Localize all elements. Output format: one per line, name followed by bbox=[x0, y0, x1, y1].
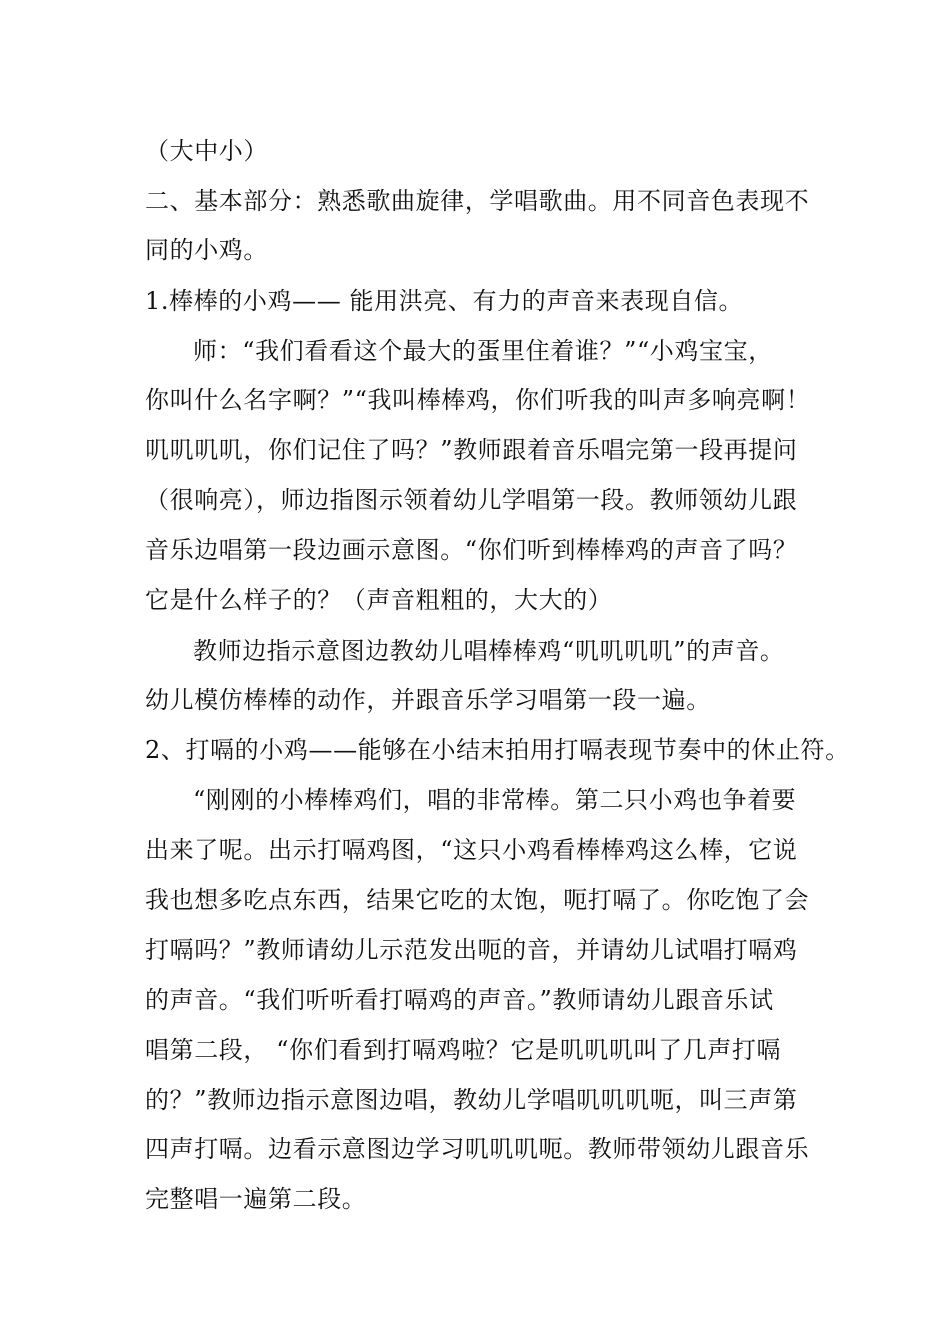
text-line: （大中小） bbox=[145, 137, 268, 165]
text-line: 唱第二段， “你们看到打嗝鸡啦？它是叽叽叽叫了几声打嗝 bbox=[145, 1036, 782, 1064]
text-line: 幼儿模仿棒棒的动作，并跟音乐学习唱第一段一遍。 bbox=[145, 686, 711, 714]
text-line: 二、基本部分：熟悉歌曲旋律，学唱歌曲。用不同音色表现不 bbox=[145, 187, 810, 215]
text-line: （很响亮），师边指图示领着幼儿学唱第一段。教师领幼儿跟 bbox=[145, 486, 798, 514]
text-line: 音乐边唱第一段边画示意图。“你们听到棒棒鸡的声音了吗？ bbox=[145, 536, 798, 564]
text-line: 它是什么样子的？（声音粗粗的，大大的） bbox=[145, 586, 613, 614]
text-line: 打嗝吗？”教师请幼儿示范发出呃的音，并请幼儿试唱打嗝鸡 bbox=[145, 936, 798, 964]
text-line: 的声音。“我们听听看打嗝鸡的声音。”教师请幼儿跟音乐试 bbox=[145, 986, 774, 1014]
text-line: 1.棒棒的小鸡—— 能用洪亮、有力的声音来表现自信。 bbox=[145, 287, 744, 315]
text-line: 你叫什么名字啊？”“我叫棒棒鸡，你们听我的叫声多响亮啊！ bbox=[145, 386, 811, 414]
text-line: 师：“我们看看这个最大的蛋里住着谁？”“小鸡宝宝， bbox=[193, 337, 773, 365]
text-line: 教师边指示意图边教幼儿唱棒棒鸡“叽叽叽叽”的声音。 bbox=[193, 637, 785, 665]
text-line: “刚刚的小棒棒鸡们，唱的非常棒。第二只小鸡也争着要 bbox=[193, 786, 797, 814]
text-line: 四声打嗝。边看示意图边学习叽叽叽呃。教师带领幼儿跟音乐 bbox=[145, 1135, 810, 1163]
text-line: 2、打嗝的小鸡——能够在小结末拍用打嗝表现节奏中的休止符。 bbox=[145, 736, 850, 764]
text-line: 同的小鸡。 bbox=[145, 236, 268, 264]
text-line: 完整唱一遍第二段。 bbox=[145, 1185, 367, 1213]
text-line: 我也想多吃点东西，结果它吃的太饱，呃打嗝了。你吃饱了会 bbox=[145, 886, 810, 914]
text-line: 的？”教师边指示意图边唱，教幼儿学唱叽叽叽呃，叫三声第 bbox=[145, 1086, 798, 1114]
text-line: 叽叽叽叽，你们记住了吗？”教师跟着音乐唱完第一段再提问 bbox=[145, 436, 798, 464]
text-line: 出来了呢。出示打嗝鸡图，“这只小鸡看棒棒鸡这么棒，它说 bbox=[145, 836, 798, 864]
